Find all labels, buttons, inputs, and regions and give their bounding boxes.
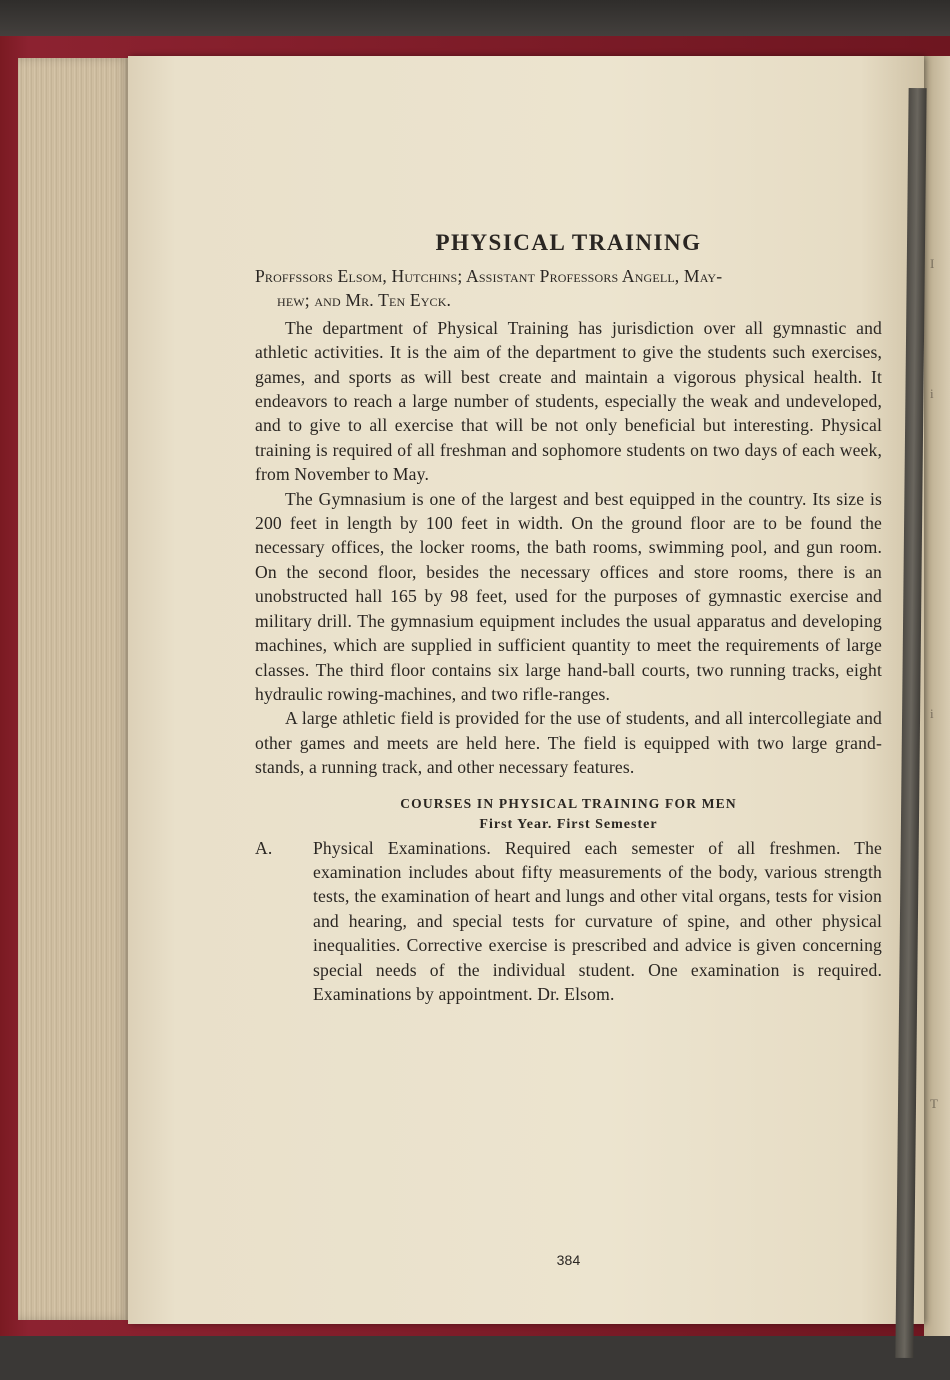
page-edges (18, 58, 130, 1320)
courses-heading: COURSES IN PHYSICAL TRAINING FOR MEN (400, 795, 737, 811)
faculty-line-2: hew; and Mr. Ten Eyck. (277, 290, 452, 311)
paragraph-gymnasium: The Gymnasium is one of the largest and best equipped in the country. Its size is 200 feet in length by 100 feet in width. On the ground floor are to be found the necessary offices, the locker rooms, the bath rooms, swimming pool, and gun room. On the second floor, besides the necessary offices and store rooms, there is an unobstructed hall 165 by 98 feet, used for the purposes of gymnastic exercise and military drill. The gymnasium equipment includes the usual apparatus and developing machines, which are supplied in sufficient quantity to meet the requirements of large classes. The third floor contains six large hand-ball courts, two running tracks, eight hydraulic rowing-machines, and two rifle-ranges. (255, 488, 882, 704)
page-title: PHYSICAL TRAINING (435, 230, 702, 255)
paragraph-athletic-field: A large athletic field is provided for the use of students, and all intercollegiate and other games and meets are held here. The field is equipped with two large grand-stands, a running track, and other necessary features. (255, 708, 882, 778)
faculty-list (255, 264, 882, 313)
adjacent-page-edge: I i i T (924, 56, 950, 1336)
year-heading: First Year. First Semester (479, 816, 658, 832)
faculty-line-1: Proffssors Elsom, Hutchins; Assistant Professors Angell, May- (255, 266, 723, 286)
course-text: Physical Examinations. Required each semester of all freshmen. The examination includes about fifty measurements of the body, various strength tests, the examination of heart and lungs and other vital organs, tests for vision and hearing, and special tests for curvature of spine, and other physical inequalities. Corrective exercise is prescribed and advice is given concerning special needs of the individual student. One examination is required. Examinations by appointment. Dr. Elsom. (313, 837, 882, 1004)
page-number: 384 (556, 1252, 581, 1268)
page-content (255, 228, 882, 1268)
course-letter: A. (255, 837, 273, 858)
paragraph-department: The department of Physical Training has jurisdiction over all gymnastic and athletic activities. It is the aim of the department to give the students such exercises, games, and sports as will best create and maintain a vigorous physical health. It endeavors to reach a large number of students, especially the weak and undeveloped, and to give to all exercise that will be not only beneficial but interesting. Physical training is required of all freshman and sophomore students on two days of each week, from November to May. (255, 317, 882, 485)
course-item (255, 836, 882, 1007)
